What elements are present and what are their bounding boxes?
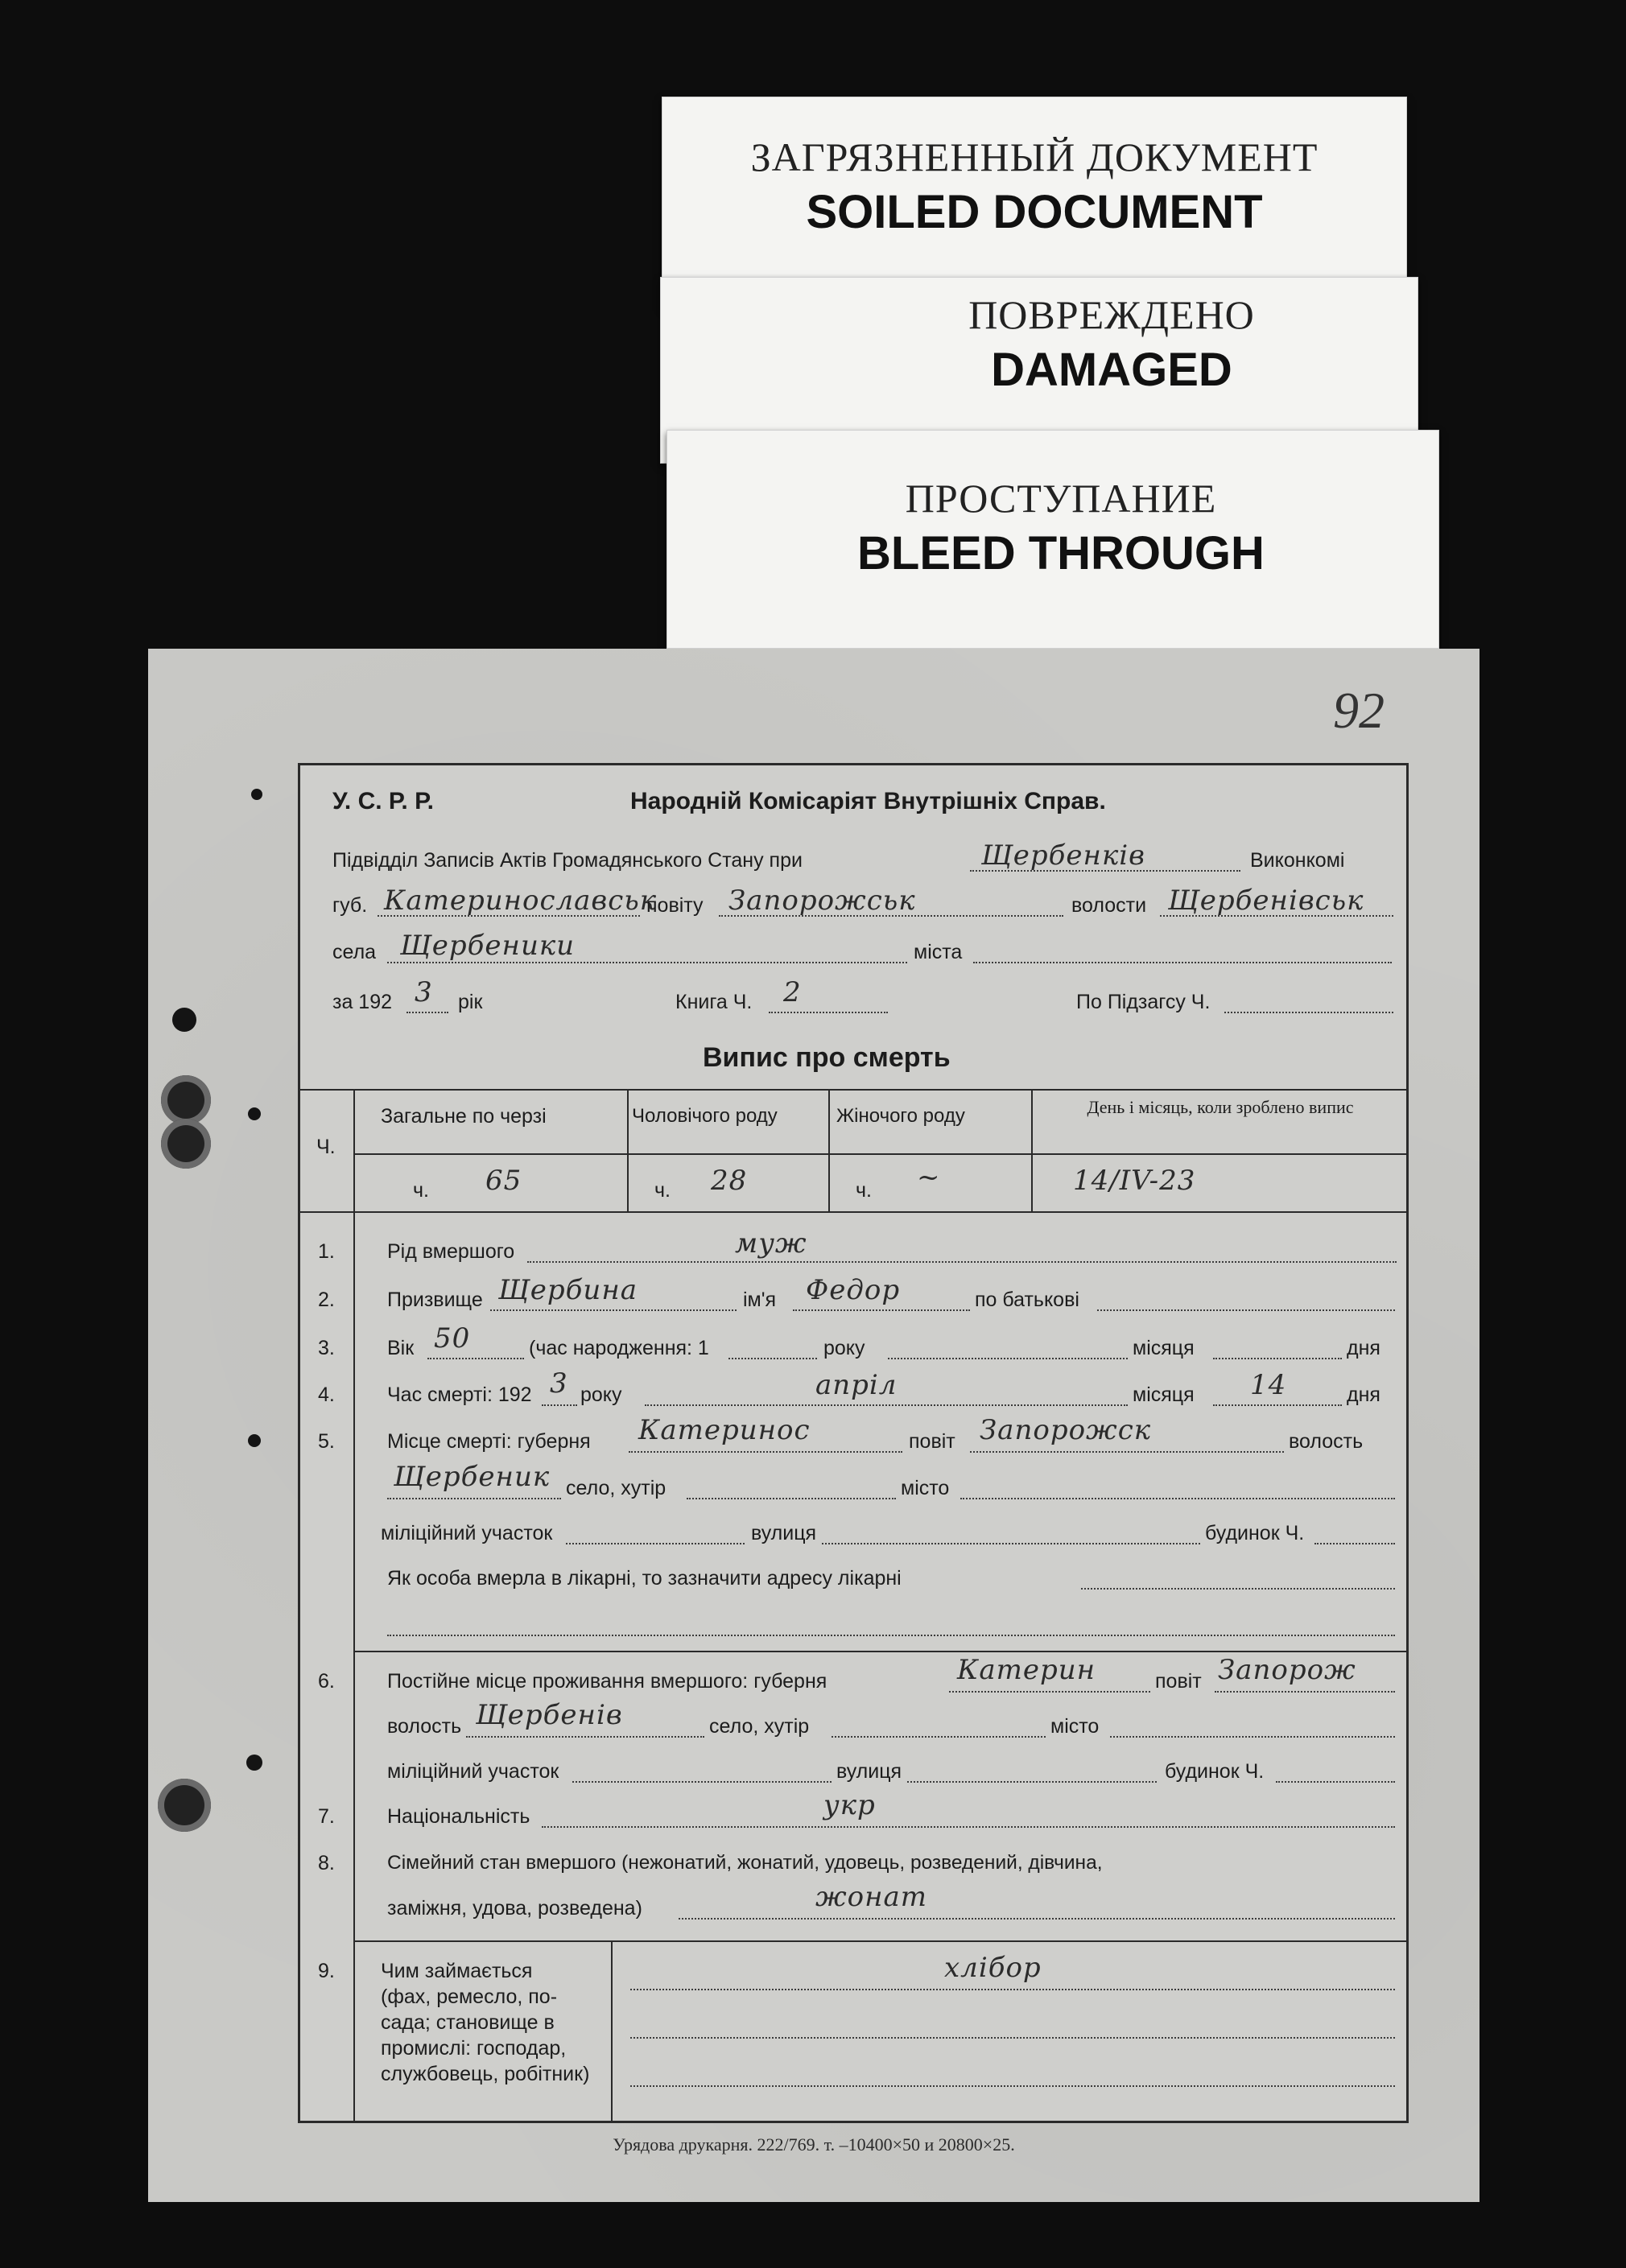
perm-vulytsia: вулиця bbox=[836, 1760, 902, 1783]
name-label: ім'я bbox=[743, 1289, 777, 1311]
table-col-divider bbox=[627, 1089, 629, 1211]
hospital-line bbox=[1081, 1588, 1395, 1590]
nationality-value: укр bbox=[823, 1789, 876, 1821]
bleed-label-ru: ПРОСТУПАНИЕ bbox=[905, 476, 1217, 521]
place-gub: Катеринос bbox=[638, 1414, 811, 1446]
place-budynok: будинок Ч. bbox=[1205, 1522, 1305, 1544]
number-column-divider bbox=[353, 1211, 355, 2122]
table-mid-border bbox=[353, 1153, 1406, 1155]
marital-value: жонат bbox=[815, 1881, 928, 1913]
occupation-label-5: службовець, робітник) bbox=[381, 2063, 590, 2085]
binder-hole-ring bbox=[161, 1119, 211, 1169]
table-bottom-border bbox=[300, 1211, 1406, 1213]
binder-hole bbox=[251, 789, 262, 800]
death-year: 3 bbox=[550, 1367, 568, 1400]
soiled-label-en: SOILED DOCUMENT bbox=[806, 186, 1263, 238]
birth-day-line bbox=[1213, 1358, 1342, 1359]
subdept-value: Щербенків bbox=[981, 839, 1145, 872]
nationality-label: Національність bbox=[387, 1805, 530, 1828]
subzags-line bbox=[1224, 1012, 1393, 1013]
misto-label: міста bbox=[914, 941, 963, 963]
age-label: Вік bbox=[387, 1337, 415, 1359]
perm-budynok: будинок Ч. bbox=[1165, 1760, 1265, 1783]
perm-label: Постійне місце проживання вмершого: губерня bbox=[387, 1670, 827, 1693]
row-number: 7. bbox=[318, 1805, 335, 1828]
book-value: 2 bbox=[783, 976, 802, 1008]
occupation-line bbox=[630, 1989, 1395, 1990]
binder-hole bbox=[248, 1107, 261, 1120]
printer-imprint: Урядова друкарня. 222/769. т. –10400×50 и 20800×25. bbox=[613, 2134, 1015, 2155]
damaged-label-en: DAMAGED bbox=[991, 344, 1232, 396]
perm-misto-line bbox=[1110, 1736, 1395, 1738]
marital-label-2: заміжня, удова, розведена) bbox=[387, 1897, 642, 1920]
place-khutir-line bbox=[687, 1498, 896, 1499]
binder-hole-ring bbox=[158, 1779, 211, 1832]
occupation-label-4: промислі: господар, bbox=[381, 2037, 567, 2060]
row-number: 5. bbox=[318, 1430, 335, 1453]
row-number: 4. bbox=[318, 1383, 335, 1406]
book-line bbox=[769, 1012, 888, 1013]
patronymic-line bbox=[1097, 1309, 1395, 1311]
table-col-divider bbox=[828, 1089, 830, 1211]
row-number: 8. bbox=[318, 1852, 335, 1874]
place-militsia-line bbox=[566, 1543, 745, 1544]
place-misto: місто bbox=[901, 1477, 950, 1499]
nationality-line bbox=[542, 1826, 1395, 1828]
marital-line bbox=[679, 1918, 1395, 1920]
age-value: 50 bbox=[434, 1322, 471, 1355]
binder-hole-ring bbox=[161, 1075, 211, 1125]
birth-month-line bbox=[888, 1358, 1128, 1359]
hospital-line-2 bbox=[387, 1635, 1395, 1636]
year-label: за 192 bbox=[332, 991, 393, 1013]
table-col-divider bbox=[1031, 1089, 1033, 1211]
date-value: 14/IV-23 bbox=[1073, 1165, 1196, 1197]
patronymic-label: по батькові bbox=[975, 1289, 1079, 1311]
death-day-line bbox=[1213, 1404, 1342, 1406]
hospital-label: Як особа вмерла в лікарні, то зазначити адресу лікарні bbox=[387, 1567, 902, 1590]
section-divider bbox=[353, 1940, 1406, 1942]
year-line bbox=[406, 1012, 448, 1013]
perm-volost: Щербенів bbox=[476, 1699, 623, 1731]
death-month: апріл bbox=[815, 1369, 898, 1401]
bleed-label-en: BLEED THROUGH bbox=[857, 527, 1265, 579]
col-general-header: Загальне по черзі bbox=[381, 1105, 547, 1128]
povit-label: повіту bbox=[646, 894, 704, 917]
row-number: 1. bbox=[318, 1240, 335, 1263]
death-day: 14 bbox=[1250, 1369, 1287, 1401]
general-prefix: ч. bbox=[413, 1179, 429, 1202]
birth-label: (час народження: 1 bbox=[529, 1337, 709, 1359]
occupation-label-2: (фах, ремесло, по- bbox=[381, 1986, 558, 2008]
perm-militsia: міліційний участок bbox=[387, 1760, 559, 1783]
female-prefix: ч. bbox=[856, 1179, 872, 1202]
death-certificate-sheet bbox=[148, 649, 1479, 2202]
occupation-line bbox=[630, 2085, 1395, 2087]
row-number: 3. bbox=[318, 1337, 335, 1359]
birth-year-line bbox=[728, 1358, 817, 1359]
ussr-header: У. С. Р. Р. bbox=[332, 788, 434, 814]
place-gub-line bbox=[629, 1451, 902, 1453]
binder-hole bbox=[172, 1008, 196, 1032]
soiled-label-ru: ЗАГРЯЗНЕННЫЙ ДОКУМЕНТ bbox=[750, 134, 1319, 179]
surname-label: Призвище bbox=[387, 1289, 483, 1311]
death-roku: року bbox=[580, 1383, 622, 1406]
perm-gub: Катерин bbox=[957, 1654, 1096, 1686]
place-misto-line bbox=[960, 1498, 1395, 1499]
section-divider bbox=[353, 1651, 1406, 1652]
female-value: ~ bbox=[917, 1161, 941, 1194]
occupation-divider bbox=[611, 1940, 613, 2122]
perm-misto: місто bbox=[1050, 1715, 1100, 1738]
binder-hole bbox=[248, 1434, 261, 1447]
place-povit-label: повіт bbox=[909, 1430, 955, 1453]
birth-misyatsya: місяця bbox=[1133, 1337, 1195, 1359]
damaged-label-ru: ПОВРЕЖДЕНО bbox=[968, 292, 1255, 337]
death-label: Час смерті: 192 bbox=[387, 1383, 532, 1406]
gub-label: губ. bbox=[332, 894, 368, 917]
subdept-suffix: Виконкомі bbox=[1250, 849, 1345, 872]
certificate-title: Випис про смерть bbox=[703, 1042, 951, 1073]
place-povit: Запорожск bbox=[980, 1414, 1152, 1446]
col-date-header: День і місяць, коли зроблено випис bbox=[1087, 1097, 1354, 1117]
povit-value: Запорожськ bbox=[728, 885, 916, 917]
place-selo-khutir: село, хутір bbox=[566, 1477, 666, 1499]
place-budynok-line bbox=[1314, 1543, 1395, 1544]
place-village: Щербеник bbox=[394, 1461, 551, 1493]
binder-hole bbox=[246, 1755, 262, 1771]
place-militsia: міліційний участок bbox=[381, 1522, 553, 1544]
selo-label: села bbox=[332, 941, 377, 963]
gub-value: Катеринославськ bbox=[384, 885, 658, 917]
perm-selo-khutir: село, хутір bbox=[709, 1715, 810, 1738]
name-line bbox=[793, 1309, 970, 1311]
commissariat-title: Народній Комісаріят Внутрішніх Справ. bbox=[630, 788, 1106, 814]
place-povit-line bbox=[970, 1451, 1284, 1453]
perm-militsia-line bbox=[572, 1781, 832, 1783]
surname-line bbox=[490, 1309, 737, 1311]
marital-label: Сімейний стан вмершого (нежонатий, жонатий, удовець, розведений, дівчина, bbox=[387, 1852, 1103, 1874]
volost-label: волости bbox=[1071, 894, 1147, 917]
volost-value: Щербенівськ bbox=[1168, 885, 1364, 917]
death-misyatsya: місяця bbox=[1133, 1383, 1195, 1406]
place-volost-label: волость bbox=[1289, 1430, 1364, 1453]
book-label: Книга Ч. bbox=[675, 991, 753, 1013]
perm-volost-label: волость bbox=[387, 1715, 462, 1738]
year-suffix: рік bbox=[458, 991, 483, 1013]
birth-roku: року bbox=[823, 1337, 865, 1359]
male-prefix: ч. bbox=[654, 1179, 671, 1202]
row-number: 2. bbox=[318, 1289, 335, 1311]
perm-volost-line bbox=[466, 1736, 704, 1738]
place-label: Місце смерті: губерня bbox=[387, 1430, 591, 1453]
col-female-header: Жіночого роду bbox=[836, 1105, 965, 1127]
age-line bbox=[427, 1358, 524, 1359]
perm-povit-label: повіт bbox=[1155, 1670, 1202, 1693]
birth-dnya: дня bbox=[1347, 1337, 1380, 1359]
occupation-line bbox=[630, 2037, 1395, 2039]
bleed-through-label bbox=[666, 430, 1439, 649]
rid-label: Рід вмершого bbox=[387, 1240, 515, 1263]
selo-line bbox=[387, 962, 907, 963]
place-vulytsia-line bbox=[822, 1543, 1200, 1544]
perm-budynok-line bbox=[1276, 1781, 1395, 1783]
place-vulytsia: вулиця bbox=[751, 1522, 817, 1544]
place-village-line bbox=[387, 1498, 561, 1499]
male-value: 28 bbox=[711, 1165, 748, 1197]
occupation-label-1: Чим займається bbox=[381, 1960, 533, 1982]
name-value: Федор bbox=[806, 1274, 901, 1306]
folio-number: 92 bbox=[1333, 682, 1385, 739]
soiled-document-label bbox=[662, 97, 1407, 307]
general-value: 65 bbox=[485, 1165, 522, 1197]
perm-khutir-line bbox=[832, 1736, 1046, 1738]
death-year-line bbox=[542, 1404, 577, 1406]
perm-povit-line bbox=[1215, 1691, 1395, 1693]
row-number: 9. bbox=[318, 1960, 335, 1982]
subdept-label: Підвідділ Записів Актів Громадянського Стану при bbox=[332, 849, 803, 872]
year-value: 3 bbox=[415, 976, 433, 1008]
misto-line bbox=[973, 962, 1392, 963]
rid-line bbox=[527, 1261, 1397, 1263]
subzags-label: По Підзагсу Ч. bbox=[1076, 991, 1211, 1013]
col-male-header: Чоловічого роду bbox=[632, 1105, 778, 1127]
perm-gub-line bbox=[949, 1691, 1150, 1693]
table-col-divider bbox=[353, 1089, 355, 1211]
rid-value: муж bbox=[735, 1227, 807, 1260]
occupation-value: хлібор bbox=[944, 1952, 1042, 1984]
occupation-label-3: сада; становище в bbox=[381, 2011, 555, 2034]
death-dnya: дня bbox=[1347, 1383, 1380, 1406]
perm-povit: Запорож bbox=[1218, 1654, 1356, 1686]
table-top-border bbox=[300, 1089, 1406, 1091]
perm-vulytsia-line bbox=[907, 1781, 1157, 1783]
death-month-line bbox=[645, 1404, 1128, 1406]
surname-value: Щербина bbox=[498, 1274, 638, 1306]
certificate-form bbox=[298, 763, 1409, 2123]
row-number: 6. bbox=[318, 1670, 335, 1693]
selo-value: Щербеники bbox=[400, 930, 576, 962]
table-ch-label: Ч. bbox=[316, 1136, 336, 1158]
